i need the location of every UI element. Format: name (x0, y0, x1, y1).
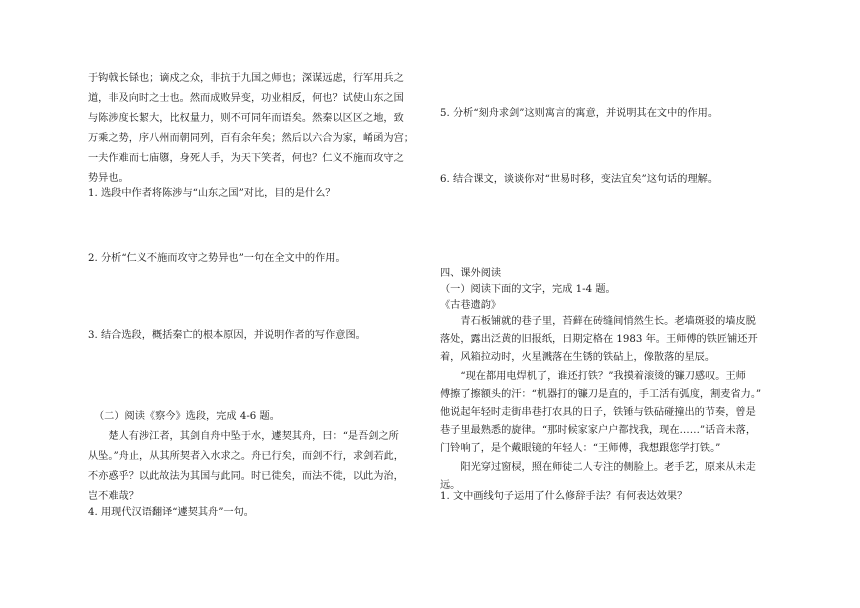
passage-line: 与陈涉度长絜大，比权量力，则不可同年而语矣。然秦以区区之地，致 (88, 113, 404, 124)
story-line: 他说起年轻时走街串巷打农具的日子，铁锤与铁砧碰撞出的节奏，曾是 (440, 407, 756, 419)
story-line: 着，风箱拉动时，火星溅落在生锈的铁砧上，像散落的星辰。 (440, 352, 716, 364)
question-1: 1. 选段中作者将陈涉与“山东之国”对比，目的是什么？ (88, 188, 336, 199)
story-line: 阳光穿过窗棂，照在师徒二人专注的侧脸上。老手艺，原来从未走 (460, 461, 756, 473)
story-line: “现在都用电焊机了，谁还打铁？”我摸着滚烫的镰刀感叹。王师 (460, 370, 746, 382)
story-line: 青石板铺就的巷子里，苔藓在砖缝间悄然生长。老墙斑驳的墙皮脱 (460, 316, 756, 327)
story-line: 门铃响了，是个戴眼镜的年轻人：“王师傅，我想跟您学打铁。” (440, 443, 721, 455)
question-5: 5. 分析“刻舟求剑”这则寓言的寓意，并说明其在文中的作用。 (440, 108, 719, 119)
question-3: 3. 结合选段，概括秦亡的根本原因，并说明作者的写作意图。 (88, 330, 366, 341)
section-2-title: （二）阅读《察今》选段，完成 4-6 题。 (94, 411, 280, 422)
story-line: 巷子里最熟悉的旋律。“那时候家家户户都找我，现在……”话音未落， (440, 425, 757, 437)
question-6: 6. 结合课文，谈谈你对“世易时移，变法宜矣”这句话的理解。 (440, 174, 719, 185)
passage-chajin (88, 427, 424, 507)
story-line: 傅擦了擦额头的汗：“机器打的镰刀是直的，手工活有弧度，割麦省力。” (440, 388, 762, 400)
question-4: 4. 用现代汉语翻译“遽契其舟”一句。 (88, 507, 254, 518)
passage-line: 不亦惑乎？以此故法为其国与此同。时已徙矣，而法不徙，以此为治， (88, 471, 404, 482)
question-r1: 1. 文中画线句子运用了什么修辞手法？有何表达效果？ (440, 491, 688, 502)
story-title: 《古巷遗韵》 (440, 300, 502, 311)
question-2: 2. 分析“仁义不施而攻守之势异也”一句在全文中的作用。 (88, 253, 346, 264)
section-4-subtitle: （一）阅读下面的文字，完成 1-4 题。 (440, 284, 616, 295)
passage-line: 道，非及向时之士也。然而成败异变，功业相反，何也？试使山东之国 (88, 93, 404, 104)
story-passage (440, 313, 776, 495)
story-line: 落处，露出泛黄的旧报纸，日期定格在 1983 年。王师傅的铁匠铺还开 (440, 334, 758, 346)
passage-line: 楚人有涉江者，其剑自舟中坠于水，遽契其舟，曰：“是吾剑之所 (108, 431, 399, 442)
passage-line: 一夫作难而七庙隳，身死人手，为天下笑者，何也？仁义不施而攻守之 (88, 153, 404, 164)
passage-line: 从坠。”舟止，从其所契者入水求之。舟已行矣，而剑不行，求剑若此， (88, 451, 404, 462)
section-4-title: 四、课外阅读 (440, 268, 502, 279)
story-line: 远。 (440, 479, 461, 491)
passage-line: 势异也。 (88, 173, 129, 184)
passage-line: 岂不难哉？ (88, 491, 139, 502)
passage-guoqin (88, 69, 424, 189)
passage-line: 于钩戟长铩也；谪戍之众，非抗于九国之师也；深谋远虑，行军用兵之 (88, 73, 404, 84)
passage-line: 万乘之势，序八州而朝同列，百有余年矣；然后以六合为家，崤函为宫； (88, 133, 414, 144)
